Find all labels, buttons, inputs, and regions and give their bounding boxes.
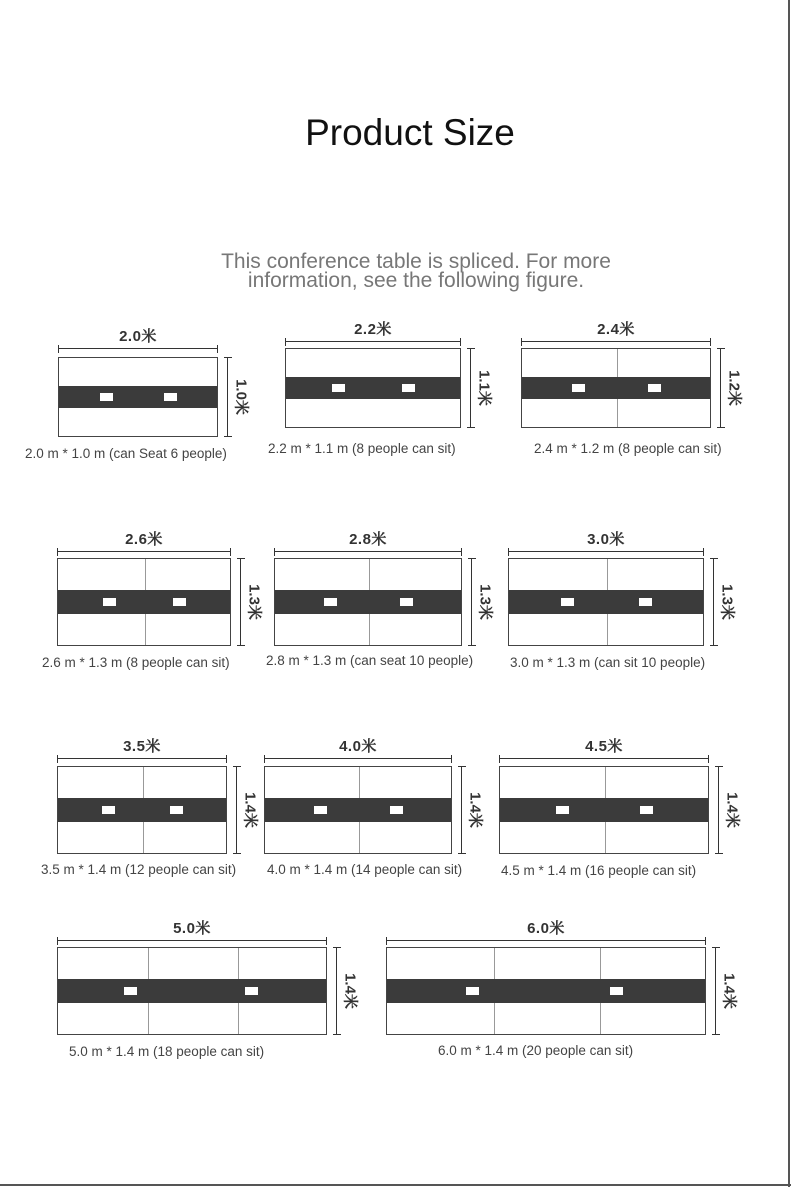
length-label: 4.0米: [339, 738, 377, 755]
power-socket-icon: [164, 393, 177, 401]
power-socket-icon: [402, 384, 415, 392]
length-label: 4.5米: [585, 738, 623, 755]
power-socket-icon: [173, 598, 186, 606]
width-label: 1.4米: [466, 792, 484, 828]
power-socket-icon: [648, 384, 661, 392]
center-cable-band: [275, 590, 461, 614]
center-cable-band: [387, 979, 705, 1003]
power-socket-icon: [561, 598, 574, 606]
page-border-bottom: [0, 1184, 791, 1186]
table-outline: [499, 766, 709, 854]
power-socket-icon: [245, 987, 258, 995]
table-outline: [58, 357, 218, 437]
length-dimension-line: [58, 328, 218, 353]
length-label: 3.5米: [123, 738, 161, 755]
power-socket-icon: [572, 384, 585, 392]
width-dimension-line: [224, 357, 250, 437]
width-label: 1.3米: [718, 584, 736, 620]
center-cable-band: [59, 386, 217, 408]
length-label: 6.0米: [527, 920, 565, 937]
length-dimension-line: [285, 321, 461, 346]
power-socket-icon: [466, 987, 479, 995]
width-label: 1.3米: [245, 584, 263, 620]
table-outline: [285, 348, 461, 428]
width-dimension-line: [712, 947, 738, 1035]
width-dimension-line: [237, 558, 263, 646]
center-cable-band: [58, 590, 230, 614]
length-dimension-line: [274, 531, 462, 556]
length-dimension-line: [508, 531, 704, 556]
table-caption: 5.0 m * 1.4 m (18 people can sit): [69, 1044, 265, 1059]
center-cable-band: [58, 798, 226, 822]
center-cable-band: [522, 377, 710, 399]
width-dimension-line: [467, 348, 493, 428]
length-label: 2.8米: [349, 531, 387, 548]
width-dimension-line: [333, 947, 359, 1035]
length-dimension-line: [264, 738, 452, 763]
power-socket-icon: [610, 987, 623, 995]
length-label: 2.6米: [125, 531, 163, 548]
width-label: 1.4米: [341, 973, 359, 1009]
length-dimension-line: [386, 920, 706, 945]
power-socket-icon: [639, 598, 652, 606]
table-caption: 4.0 m * 1.4 m (14 people can sit): [267, 862, 463, 877]
page-border-right: [788, 0, 790, 1187]
table-outline: [57, 947, 327, 1035]
table-caption: 4.5 m * 1.4 m (16 people can sit): [501, 863, 697, 878]
table-caption: 2.8 m * 1.3 m (can seat 10 people): [266, 653, 474, 668]
width-dimension-line: [458, 766, 484, 854]
width-label: 1.4米: [241, 792, 259, 828]
width-dimension-line: [710, 558, 736, 646]
power-socket-icon: [390, 806, 403, 814]
table-outline: [57, 558, 231, 646]
power-socket-icon: [314, 806, 327, 814]
center-cable-band: [265, 798, 451, 822]
power-socket-icon: [332, 384, 345, 392]
length-label: 2.0米: [119, 328, 157, 345]
center-cable-band: [500, 798, 708, 822]
width-dimension-line: [715, 766, 741, 854]
table-caption: 6.0 m * 1.4 m (20 people can sit): [438, 1043, 634, 1058]
width-label: 1.0米: [232, 379, 250, 415]
length-dimension-line: [57, 920, 327, 945]
table-outline: [508, 558, 704, 646]
width-label: 1.3米: [476, 584, 494, 620]
table-outline: [264, 766, 452, 854]
length-dimension-line: [57, 738, 227, 763]
table-caption: 2.4 m * 1.2 m (8 people can sit): [534, 441, 722, 456]
width-label: 1.2米: [725, 370, 743, 406]
center-cable-band: [509, 590, 703, 614]
table-outline: [386, 947, 706, 1035]
power-socket-icon: [556, 806, 569, 814]
width-label: 1.4米: [720, 973, 738, 1009]
table-caption: 2.0 m * 1.0 m (can Seat 6 people): [25, 446, 227, 461]
power-socket-icon: [640, 806, 653, 814]
power-socket-icon: [324, 598, 337, 606]
length-dimension-line: [57, 531, 231, 556]
table-caption: 2.6 m * 1.3 m (8 people can sit): [42, 655, 230, 670]
length-dimension-line: [521, 321, 711, 346]
width-dimension-line: [717, 348, 743, 428]
power-socket-icon: [102, 806, 115, 814]
power-socket-icon: [400, 598, 413, 606]
length-dimension-line: [499, 738, 709, 763]
table-outline: [274, 558, 462, 646]
width-dimension-line: [233, 766, 259, 854]
length-label: 2.2米: [354, 321, 392, 338]
width-label: 1.1米: [475, 370, 493, 406]
power-socket-icon: [103, 598, 116, 606]
table-outline: [57, 766, 227, 854]
center-cable-band: [286, 377, 460, 399]
width-label: 1.4米: [723, 792, 741, 828]
power-socket-icon: [100, 393, 113, 401]
power-socket-icon: [170, 806, 183, 814]
table-outline: [521, 348, 711, 428]
page-title: Product Size: [305, 112, 515, 153]
length-label: 2.4米: [597, 321, 635, 338]
center-cable-band: [58, 979, 326, 1003]
length-label: 3.0米: [587, 531, 625, 548]
table-caption: 3.5 m * 1.4 m (12 people can sit): [41, 862, 237, 877]
table-caption: 2.2 m * 1.1 m (8 people can sit): [268, 441, 456, 456]
table-caption: 3.0 m * 1.3 m (can sit 10 people): [510, 655, 706, 670]
power-socket-icon: [124, 987, 137, 995]
length-label: 5.0米: [173, 920, 211, 937]
width-dimension-line: [468, 558, 494, 646]
page-subtitle: This conference table is spliced. For more information, see the following figure.: [221, 250, 611, 292]
